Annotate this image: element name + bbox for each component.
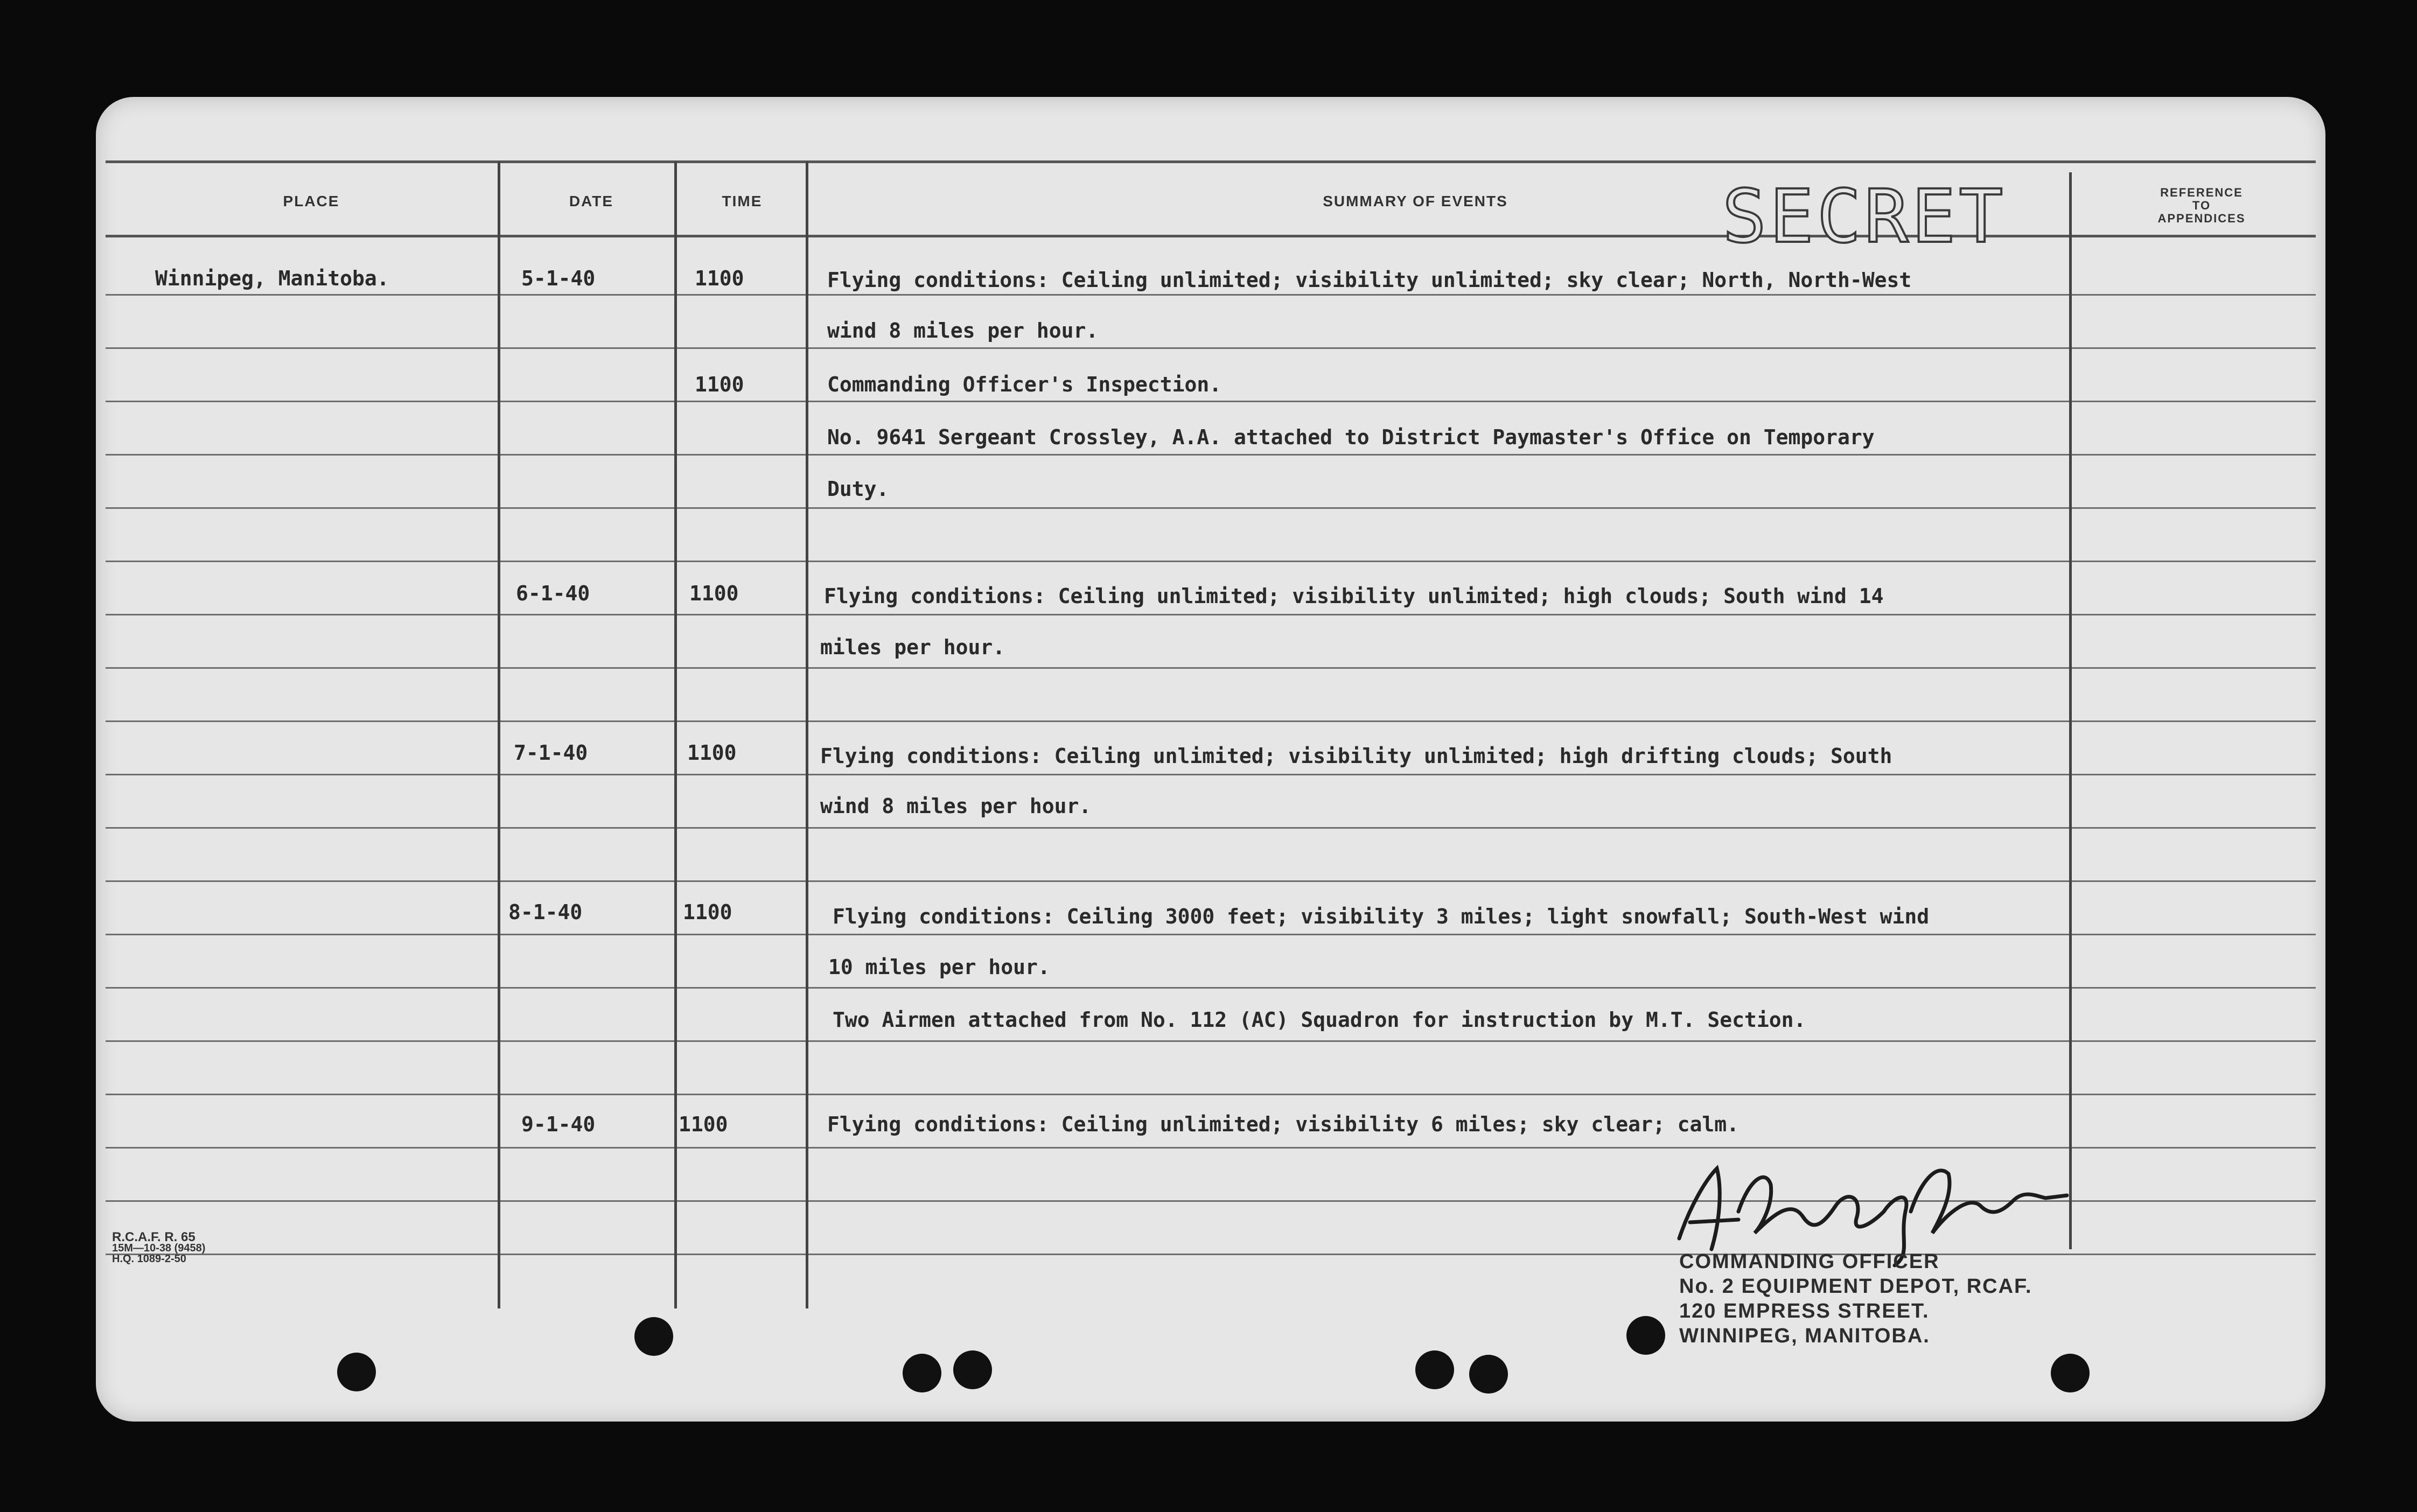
entry-5-time: 1100 <box>683 900 732 924</box>
ruled-line <box>106 614 2316 615</box>
diary-card <box>96 97 2325 1422</box>
entry-4-line-1: Flying conditions: Ceiling unlimited; visibility unlimited; high drifting clouds; South <box>820 744 1892 768</box>
entry-6-line-1: Flying conditions: Ceiling unlimited; visibility 6 miles; sky clear; calm. <box>827 1112 1739 1136</box>
header-reference <box>2088 186 2315 225</box>
ruled-line <box>106 934 2316 935</box>
entry-4-line-2: wind 8 miles per hour. <box>820 794 1092 818</box>
column-divider-summary <box>2069 172 2072 1249</box>
ruled-line <box>106 561 2316 562</box>
column-divider-date <box>674 162 677 1308</box>
binder-hole <box>1415 1350 1454 1389</box>
entry-2-line-3: Duty. <box>827 477 889 501</box>
binder-hole <box>1626 1316 1665 1355</box>
entry-5-line-3: Two Airmen attached from No. 112 (AC) Squadron for instruction by M.T. Section. <box>833 1008 1806 1032</box>
entry-1-time: 1100 <box>695 267 744 290</box>
ruled-line <box>106 454 2316 456</box>
entry-3-line-1: Flying conditions: Ceiling unlimited; visibility unlimited; high clouds; South wind 14 <box>824 584 1884 608</box>
header-reference-line-2: TO <box>2192 199 2211 212</box>
ruled-line <box>106 294 2316 296</box>
ruled-line <box>106 1040 2316 1042</box>
stamp-line-3: 120 EMPRESS STREET. <box>1679 1300 1930 1322</box>
entry-5-line-1: Flying conditions: Ceiling 3000 feet; visibility 3 miles; light snowfall; South-West wind <box>833 905 1930 928</box>
entry-4-date: 7-1-40 <box>514 741 588 765</box>
place-text: Winnipeg, Manitoba. <box>155 267 389 290</box>
entry-3-time: 1100 <box>689 582 739 605</box>
entry-2-line-1: Commanding Officer's Inspection. <box>827 373 1222 396</box>
entry-3-line-2: miles per hour. <box>820 635 1005 659</box>
ruled-line <box>106 1094 2316 1095</box>
header-place: PLACE <box>283 193 340 209</box>
entry-6-date: 9-1-40 <box>521 1112 596 1136</box>
entry-5-line-2: 10 miles per hour. <box>828 955 1050 979</box>
stamp-line-4: WINNIPEG, MANITOBA. <box>1679 1325 1930 1347</box>
form-identifier-line-2: 15M—10-38 (9458) <box>112 1242 206 1254</box>
secret-stamp: SECRET <box>1722 174 2007 260</box>
top-rule <box>106 160 2316 163</box>
stamp-line-1: COMMANDING OFFICER <box>1679 1250 1940 1273</box>
header-reference-line-1: REFERENCE <box>2160 186 2243 199</box>
ruled-line <box>106 347 2316 349</box>
entry-1-line-2: wind 8 miles per hour. <box>827 319 1099 342</box>
ruled-line <box>106 987 2316 989</box>
form-identifier-line-1: R.C.A.F. R. 65 <box>112 1230 195 1244</box>
ruled-line <box>106 401 2316 402</box>
binder-hole <box>2051 1354 2090 1392</box>
entry-1-line-1: Flying conditions: Ceiling unlimited; visibility unlimited; sky clear; North, North-West <box>827 268 1912 292</box>
ruled-line <box>106 880 2316 882</box>
binder-hole <box>903 1354 941 1392</box>
stamp-line-2: No. 2 EQUIPMENT DEPOT, RCAF. <box>1679 1275 2032 1298</box>
header-time: TIME <box>722 193 763 209</box>
entry-3-date: 6-1-40 <box>516 582 590 605</box>
entry-2-line-2: No. 9641 Sergeant Crossley, A.A. attached to District Paymaster's Office on Temporary <box>827 425 1875 449</box>
entry-5-date: 8-1-40 <box>508 900 583 924</box>
ruled-line <box>106 667 2316 669</box>
ruled-line <box>106 507 2316 509</box>
header-reference-line-3: APPENDICES <box>2157 212 2246 225</box>
commanding-officer-stamp <box>1679 1249 2032 1348</box>
ruled-line <box>106 720 2316 722</box>
binder-hole <box>1469 1355 1508 1394</box>
entry-1-date: 5-1-40 <box>521 267 596 290</box>
ruled-line <box>106 774 2316 775</box>
column-divider-place <box>498 162 500 1308</box>
binder-hole <box>953 1350 992 1389</box>
ruled-line <box>106 827 2316 829</box>
header-date: DATE <box>569 193 614 209</box>
binder-hole <box>337 1353 376 1391</box>
entry-6-time: 1100 <box>679 1112 728 1136</box>
form-identifier <box>112 1232 205 1264</box>
column-divider-time <box>806 162 808 1308</box>
form-identifier-line-3: H.Q. 1089-2-50 <box>112 1253 186 1265</box>
entry-2-time: 1100 <box>695 373 744 396</box>
header-summary: SUMMARY OF EVENTS <box>1323 193 1508 209</box>
entry-4-time: 1100 <box>687 741 737 765</box>
binder-hole <box>634 1317 673 1356</box>
